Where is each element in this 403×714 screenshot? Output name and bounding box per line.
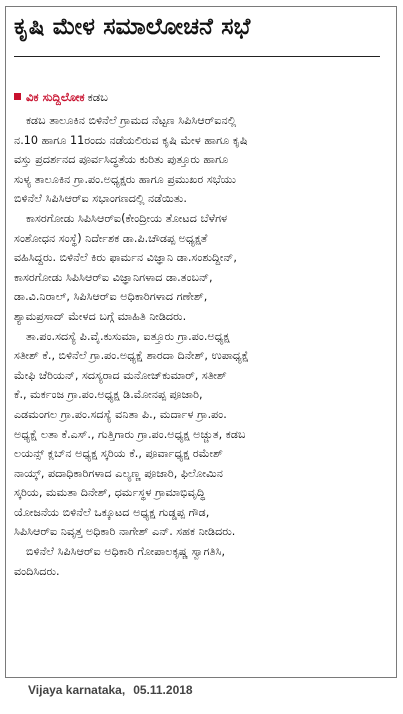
paragraph-1 [14,111,384,209]
source-footer [28,683,388,697]
headline-divider [14,56,380,57]
headline: ಕೃಷಿ ಮೇಳ ಸಮಾಲೋಚನೆ ಸಭೆ [14,14,251,40]
article-line: ವಸ್ತು ಪ್ರದರ್ಶನದ ಪೂರ್ವಸಿದ್ಧತೆಯ ಕುರಿತು ಪುತ್ತೂರು ಹಾಗೂ [14,153,229,167]
article-line: ಕೆ., ಮರ್ಕಂಜ ಗ್ರಾ.ಪಂ.ಅಧ್ಯಕ್ಷ ಡಿ.ಮೋನಪ್ಪ ಪೂಜಾರಿ, [14,388,203,402]
article-line: ಕಡಬ ತಾಲೂಕಿನ ಬಿಳಿನೆಲೆ ಗ್ರಾಮದ ನೆಟ್ಟಣ ಸಿಪಿಸಿಆರ್‌ಐನಲ್ಲಿ [26,114,237,127]
article-line: ಅಧ್ಯಕ್ಷೆ ಲತಾ ಕೆ.ಎಸ್., ಗುತ್ತಿಗಾರು ಗ್ರಾ.ಪಂ.ಅಧ್ಯಕ್ಷ ಅಚ್ಚುತ, ಕಡಬ [14,427,246,441]
article-line: ಸತೀಶ್ ಕೆ., ಬಿಳಿನೆಲೆ ಗ್ರಾ.ಪಂ.ಅಧ್ಯಕ್ಷೆ ಶಾರದಾ ದಿನೇಶ್, ಉಪಾಧ್ಯಕ್ಷೆ [14,349,249,363]
article-line: ನ.10 ಹಾಗೂ 11ರಂದು ನಡೆಯಲಿರುವ ಕೃಷಿ ಮೇಳ ಹಾಗೂ ಕೃಷಿ [14,133,248,147]
article-line: ನಾಯ್ಕ್, ಪದಾಧಿಕಾರಿಗಳಾದ ಎಲ್ಯಣ್ಣ ಪೂಜಾರಿ, ಫಿಲೋಮಿನ [14,466,223,480]
article-line: ಸ್ಕರಿಯ, ಮಮತಾ ದಿನೇಶ್, ಧರ್ಮಸ್ಥಳ ಗ್ರಾಮಾಭಿವೃದ್ಧಿ [14,486,206,500]
article-body [14,111,384,581]
byline-location: ಕಡಬ [87,90,108,104]
article-line: ವಹಿಸಿದ್ದರು. ಬಿಳಿನೆಲೆ ಕಿರು ಫಾರ್ಮನ ವಿಜ್ಞಾನಿ ಡಾ.ಸಂಶುದ್ದೀನ್, [14,251,237,265]
article-line: ಸುಳ್ಯ ತಾಲೂಕಿನ ಗ್ರಾ.ಪಂ.ಅಧ್ಯಕ್ಷರು ಹಾಗೂ ಪ್ರಮುಖರ ಸಭೆಯು [14,172,237,186]
article-line: ವಂದಿಸಿದರು. [14,564,60,578]
byline [14,89,384,105]
article-line: ಕಾಸರಗೋಡು ಸಿಪಿಸಿಆರ್‌ಐ(ಕೇಂದ್ರೀಯ ತೋಟದ ಬೆಳೆಗಳ [26,211,228,225]
article-line: ಬಿಳಿನೆಲೆ ಸಿಪಿಸಿಆರ್‌ಐ ಅಧಿಕಾರಿ ಗೋಪಾಲಕೃಷ್ಣ ಸ್ವಾಗತಿಸಿ, [26,545,226,559]
article-line: ಬಿಳಿನೆಲೆ ಸಿಪಿಸಿಆರ್‌ಐ ಸಭಾಂಗಣದಲ್ಲಿ ನಡೆಯಿತು. [14,192,187,206]
article-line: ಡಾ.ವಿ.ನಿರಾಲ್, ಸಿಪಿಸಿಆರ್‌ಐ ಅಧಿಕಾರಿಗಳಾದ ಗಣೇಶ್, [14,290,208,304]
article-line: ಸಂಶೋಧನ ಸಂಸ್ಥೆ) ನಿರ್ದೇಶಕ ಡಾ.ಪಿ.ಚೌಡಪ್ಪ ಅಧ್ಯಕ್ಷತೆ [14,231,208,245]
article-line: ಸಿಪಿಸಿಆರ್‌ಐ ನಿವೃತ್ತ ಅಧಿಕಾರಿ ನಾಗೇಶ್ ಎನ್. ಸಹಕ ನೀಡಿದರು. [14,525,236,539]
article-line: ತಾ.ಪಂ.ಸದಸ್ಯೆ ಪಿ.ವೈ.ಕುಸುಮಾ, ಐತ್ತೂರು ಗ್ರಾ.ಪಂ.ಅಧ್ಯಕ್ಷ [26,329,230,343]
paragraph-3 [14,327,384,543]
article-line: ಮೇಫಿ ಚೆರಿಯನ್, ಸದಸ್ಯರಾದ ಮನೋಜ್‌ಕುಮಾರ್, ಸತೀಶ್ [14,368,227,382]
article-line: ಎಡಮಂಗಲ ಗ್ರಾ.ಪಂ.ಸದಸ್ಯೆ ವನಿತಾ ಪಿ., ಮರ್ದಾಳ ಗ್ರಾ.ಪಂ. [14,407,227,421]
bullet-square-icon [14,93,21,100]
paragraph-4 [14,542,384,581]
byline-source: ವಿಕ ಸುದ್ದಿಲೋಕ [26,90,85,104]
paragraph-2 [14,209,384,327]
article-line: ಯೋಜನೆಯ ಬಿಳಿನೆಲೆ ಒಕ್ಕೂಟದ ಅಧ್ಯಕ್ಷ ಗುಡ್ಡಪ್ಪ ಗೌಡ, [14,505,210,519]
publication-name: Vijaya karnataka, [28,683,126,697]
article-line: ಕಾಸರಗೋಡು ಸಿಪಿಸಿಆರ್‌ಐ ವಿಜ್ಞಾನಿಗಳಾದ ಡಾ.ತಂಬನ್, [14,270,213,284]
publication-date: 05.11.2018 [133,683,193,697]
article-line: ಶ್ಯಾಮಪ್ರಸಾದ್ ಮೇಳದ ಬಗ್ಗೆ ಮಾಹಿತಿ ನೀಡಿದರು. [14,309,187,323]
article-line: ಲಯನ್ಸ್ ಕ್ಲಬ್‌ನ ಅಧ್ಯಕ್ಷ ಸ್ಕರಿಯ ಕೆ., ಪೂರ್ವಾಧ್ಯಕ್ಷ ರಮೇಶ್ [14,447,223,461]
